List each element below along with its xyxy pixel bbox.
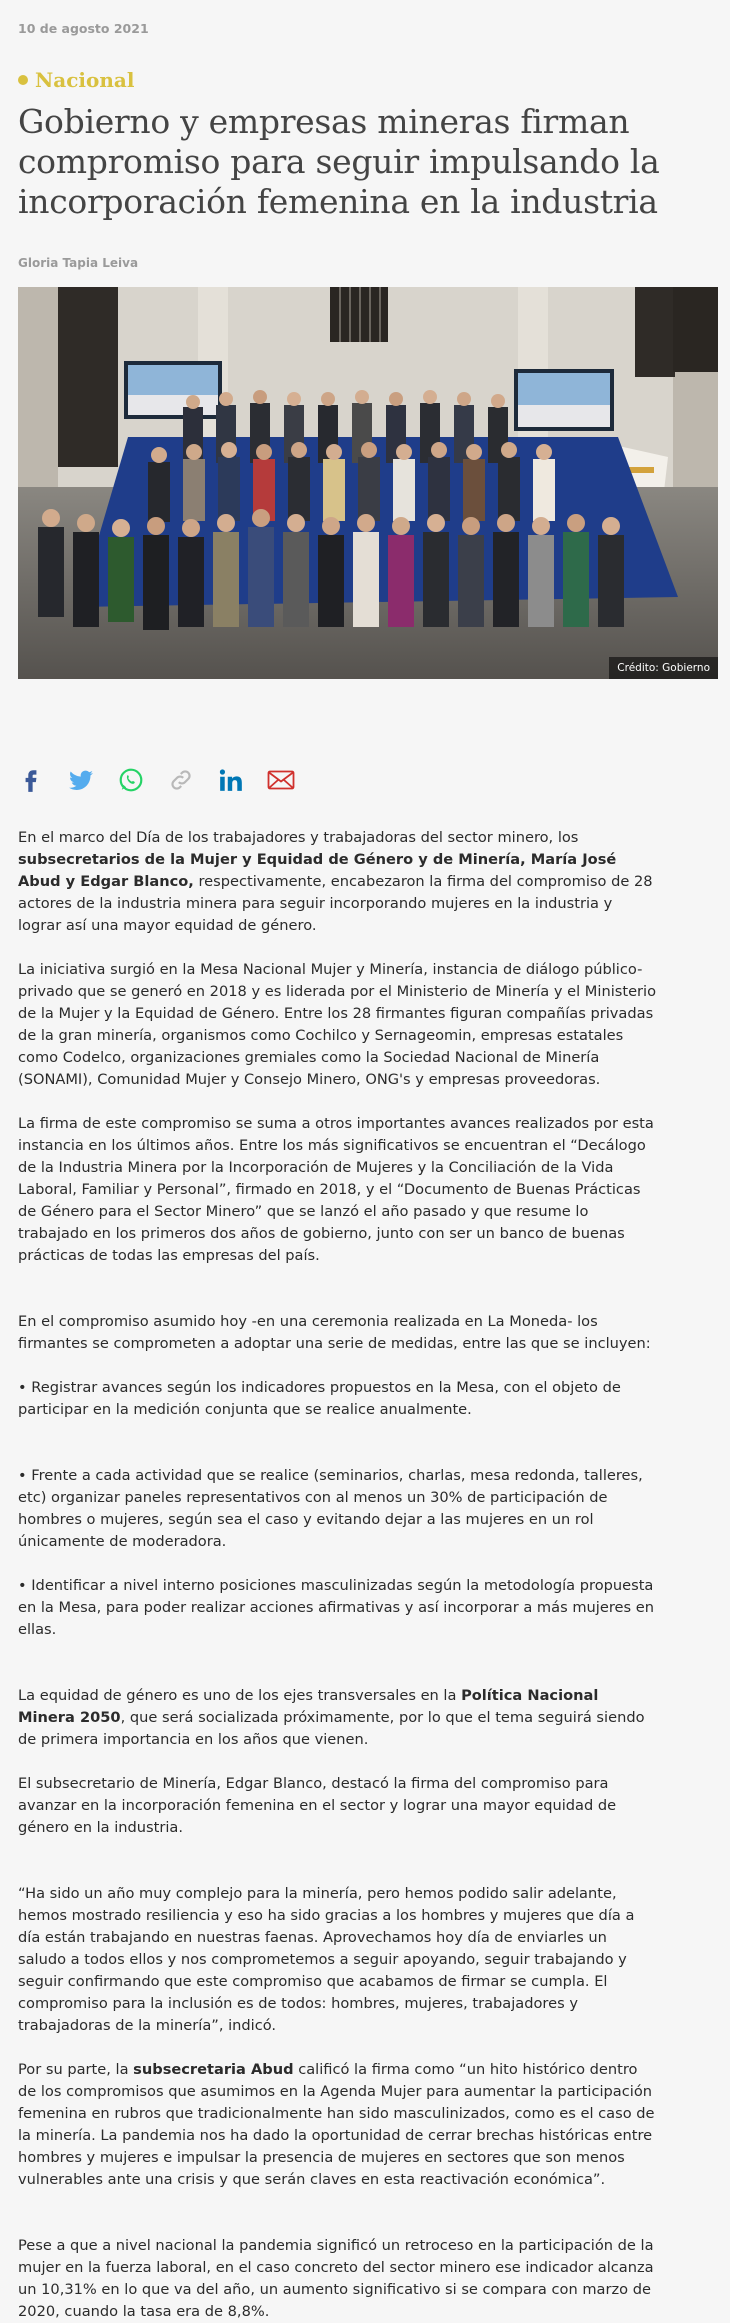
article-headline: Gobierno y empresas mineras firman compromiso para seguir impulsando la incorporación femenina en la industria: [18, 102, 660, 221]
paragraph-1: En el marco del Día de los trabajadores y trabajadoras del sector minero, los subsecretarios de la Mujer y Equidad de Género y de Minería, María José Abud y Edgar Blanco, respectivamente, encabezaron la firma del compromiso de 28 actores de la industria minera para seguir incorporando mujeres en la industria y lograr así una mayor equidad de género.: [18, 829, 653, 934]
paragraph-8: Por su parte, la subsecretaria Abud calificó la firma como “un hito histórico dentro de los compromisos que asumimos en la Agenda Mujer para aumentar la participación femenina en rubros que tradicionalmente han sido masculinizados, como es el caso de la minería. La pandemia nos ha dado la oportunidad de cerrar brechas históricas entre hombres y mujeres e impulsar la presencia de mujeres en sectores que son menos vulnerables ante una crisis y que serán claves en esta reactivación económica”.: [18, 2061, 655, 2188]
share-bar: [16, 765, 296, 795]
paragraph-3: La firma de este compromiso se suma a otros importantes avances realizados por esta instancia en los últimos años. Entre los más significativos se encuentran el “Decálogo de la Industria Minera por la Incorporación de Mujeres y la Conciliación de la Vida Laboral, Familiar y Personal”, firmado en 2018, y el “Documento de Buenas Prácticas de Género para el Sector Minero” que se lanzó el año pasado y que resume lo trabajado en los primeros dos años de gobierno, junto con ser un banco de buenas prácticas de todas las empresas del país.: [18, 1115, 654, 1264]
paragraph-7: “Ha sido un año muy complejo para la minería, pero hemos podido salir adelante, hemos mostrado resiliencia y eso ha sido gracias a los hombres y mujeres que día a día están trabajando en nuestras faenas. Aprovechamos hoy día de enviarles un saludo a todos ellos y nos comprometemos a seguir apoyando, seguir trabajando y seguir confirmando que este compromiso que acabamos de firmar se cumpla. El compromiso para la inclusión es de todos: hombres, mujeres, trabajadores y trabajadoras de la minería”, indicó.: [18, 1885, 635, 2034]
bold-text: subsecretaria Abud: [133, 2061, 294, 2078]
paragraph-2: La iniciativa surgió en la Mesa Nacional Mujer y Minería, instancia de diálogo público-privado que se generó en 2018 y es liderada por el Ministerio de Minería y el Ministerio de la Mujer y la Equidad de Género. Entre los 28 firmantes figuran compañías privadas de la gran minería, organismos como Cochilco y Sernageomin, empresas estatales como Codelco, organizaciones gremiales como la Sociedad Nacional de Minería (SONAMI), Comunidad Mujer y Consejo Minero, ONG's y empresas proveedoras.: [18, 961, 657, 1088]
bold-text: Política Nacional Minera 2050: [18, 1687, 599, 1726]
bold-text: subsecretarios de la Mujer y Equidad de Género y de Minería, María José Abud y Edgar Blanco,: [18, 851, 617, 890]
paragraph-6: El subsecretario de Minería, Edgar Blanco, destacó la firma del compromiso para avanzar en la incorporación femenina en el sector y lograr una mayor equidad de género en la industria.: [18, 1775, 617, 1836]
article-body: [18, 827, 658, 2323]
image-credit: Crédito: Gobierno: [609, 657, 718, 679]
link-icon[interactable]: [166, 765, 196, 795]
bullet-2: • Frente a cada actividad que se realice (seminarios, charlas, mesa redonda, talleres, etc) organizar paneles representativos con al menos un 30% de participación de hombres o mujeres, según sea el caso y evitando dejar a las mujeres en un rol únicamente de moderadora.: [18, 1467, 643, 1550]
paragraph-5: La equidad de género es uno de los ejes transversales en la Política Nacional Minera 2050, que será socializada próximamente, por lo que el tema seguirá siendo de primera importancia en los años que vienen.: [18, 1687, 645, 1748]
section-label[interactable]: [18, 68, 134, 92]
email-icon[interactable]: [266, 765, 296, 795]
article-photo: [18, 287, 718, 679]
photo-illustration: [18, 287, 718, 679]
linkedin-icon[interactable]: [216, 765, 246, 795]
twitter-icon[interactable]: [66, 765, 96, 795]
section-dot-icon: [18, 75, 28, 85]
facebook-icon[interactable]: [16, 765, 46, 795]
bullet-3: • Identificar a nivel interno posiciones masculinizadas según la metodología propuesta en la Mesa, para poder realizar acciones afirmativas y así incorporar a más mujeres en ellas.: [18, 1577, 654, 1638]
paragraph-9: Pese a que a nivel nacional la pandemia significó un retroceso en la participación de la mujer en la fuerza laboral, en el caso concreto del sector minero ese indicador alcanza un 10,31% en lo que va del año, un aumento significativo si se compara con marzo de 2020, cuando la tasa era de 8,8%.: [18, 2237, 654, 2320]
whatsapp-icon[interactable]: [116, 765, 146, 795]
article-date: 10 de agosto 2021: [18, 21, 149, 36]
paragraph-4: En el compromiso asumido hoy -en una ceremonia realizada en La Moneda- los firmantes se comprometen a adoptar una serie de medidas, entre las que se incluyen:: [18, 1313, 651, 1352]
bullet-1: • Registrar avances según los indicadores propuestos en la Mesa, con el objeto de participar en la medición conjunta que se realice anualmente.: [18, 1379, 621, 1418]
article-author[interactable]: Gloria Tapia Leiva: [18, 256, 139, 270]
section-name[interactable]: Nacional: [35, 68, 135, 92]
